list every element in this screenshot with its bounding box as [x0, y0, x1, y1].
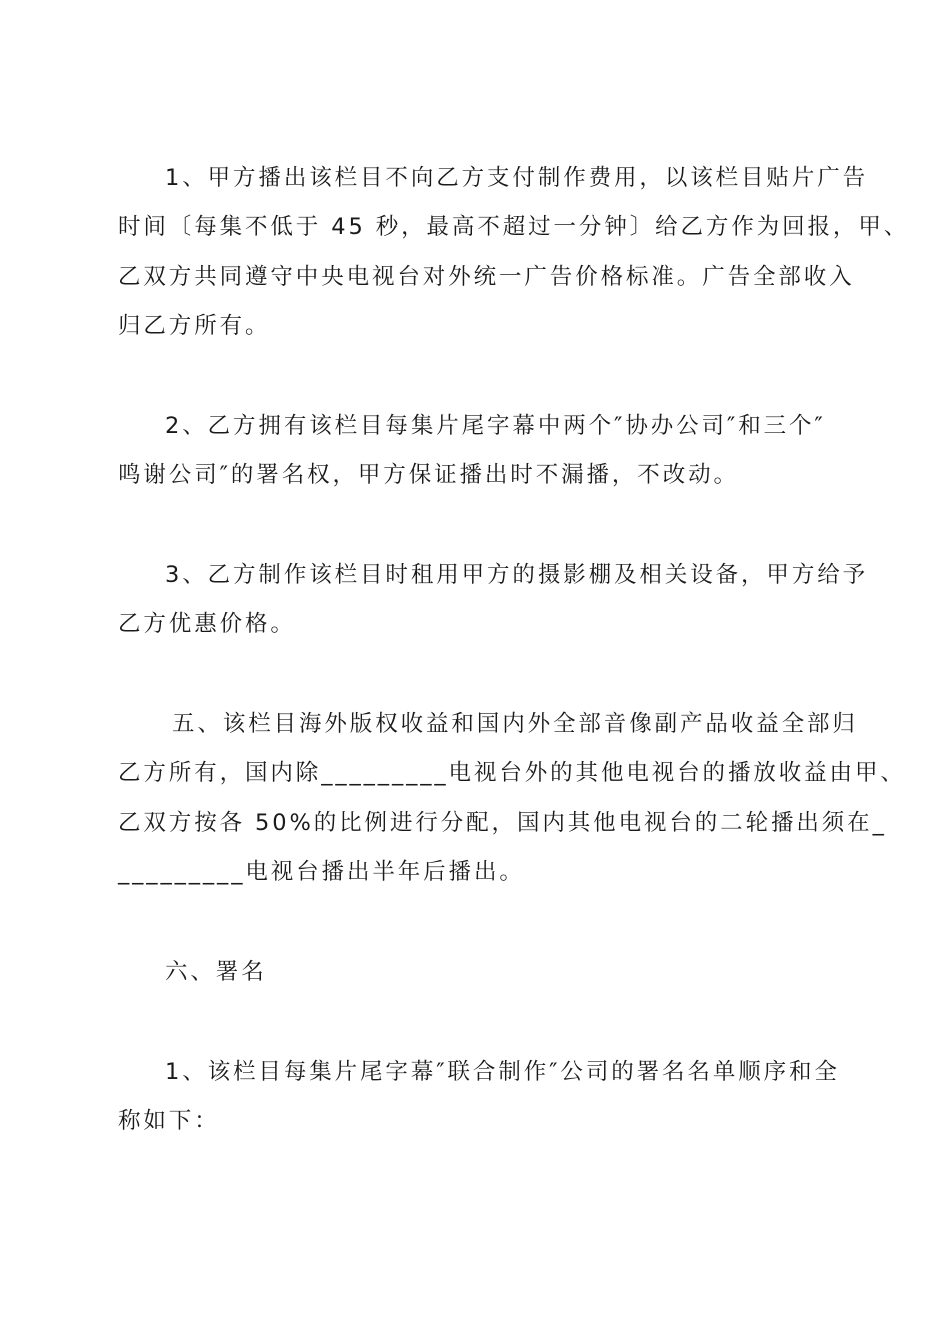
paragraph-2-line-1: 2、乙方拥有该栏目每集片尾字幕中两个″协办公司″和三个″ [165, 413, 826, 439]
paragraph-6-line-1: 1、该栏目每集片尾字幕″联合制作″公司的署名名单顺序和全 [165, 1059, 840, 1085]
paragraph-3-line-1: 3、乙方制作该栏目时租用甲方的摄影棚及相关设备，甲方给予 [165, 562, 869, 588]
paragraph-1-line-3: 乙双方共同遵守中央电视台对外统一广告价格标准。广告全部收入 [118, 264, 855, 290]
paragraph-4-line-1: 五、该栏目海外版权收益和国内外全部音像副产品收益全部归 [172, 711, 858, 737]
paragraph-2-line-2: 鸣谢公司″的署名权，甲方保证播出时不漏播，不改动。 [118, 462, 739, 488]
paragraph-6-line-2: 称如下： [118, 1108, 220, 1134]
paragraph-3-line-2: 乙方优惠价格。 [118, 611, 296, 637]
paragraph-1-line-1: 1、甲方播出该栏目不向乙方支付制作费用，以该栏目贴片广告 [165, 165, 869, 191]
paragraph-4-line-3: 乙双方按各 50%的比例进行分配，国内其他电视台的二轮播出须在_ [118, 810, 887, 836]
paragraph-1-line-4: 归乙方所有。 [118, 313, 271, 339]
paragraph-4-line-4: _________电视台播出半年后播出。 [118, 859, 525, 885]
section-heading-signature: 六、署名 [165, 959, 267, 985]
paragraph-1-line-2: 时间〔每集不低于 45 秒，最高不超过一分钟〕给乙方作为回报，甲、 [118, 214, 910, 240]
paragraph-4-line-2: 乙方所有，国内除_________电视台外的其他电视台的播放收益由甲、 [118, 760, 906, 786]
